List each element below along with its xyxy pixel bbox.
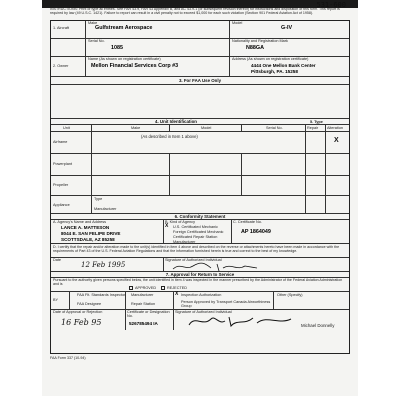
instructions-text: INSTRUCTIONS: Print or type all entries. See FAR 43.9, FAR 43 Appendix B, and AC 43.9-1 (or subsequent revision thereof) for instructions and disposition of this form. This report is required by law (49 U.S.C. 1421). Failure to report can result in a civil penalty not to exceed $1,000 for each such violation (Section 901 Federal Aviation Act of 1958). xyxy=(50,7,340,16)
unit-airframe: Airframe xyxy=(53,140,68,144)
approved-label: APPROVED xyxy=(135,286,157,290)
certificate-value: AP 1864049 xyxy=(241,229,271,235)
option-inspection-authorization: Inspection Authorization xyxy=(181,293,222,297)
unit-powerplant: Powerplant xyxy=(53,162,72,166)
certificate-label: C. Certificate No. xyxy=(233,220,262,224)
by-label: BY xyxy=(53,298,59,302)
appliance-row xyxy=(51,196,349,214)
document-number: 531-600 xyxy=(316,1,346,9)
make-label: Make xyxy=(88,21,98,25)
signature-label: Signature of Authorized Individual xyxy=(165,258,222,262)
model-value: G-IV xyxy=(281,25,293,31)
owner-label: 2. Owner xyxy=(53,64,69,68)
faa-use-title: 3. For FAA Use Only xyxy=(178,78,222,83)
owner-name-value: Mellon Financial Services Corp #3 xyxy=(91,63,179,69)
col-unit: Unit xyxy=(63,126,70,130)
serial-label: Serial No. xyxy=(88,39,105,43)
unit-id-title: 4. Unit Identification xyxy=(155,119,197,124)
approval-cert-value: 526785494 IA xyxy=(129,321,158,326)
airframe-note: (As described in Item 1 above) xyxy=(141,134,198,139)
form-page xyxy=(42,0,358,396)
option-faa-inspector: FAA Flt. Standards Inspector xyxy=(77,293,126,297)
agency-name: LANCE A. MATTESON xyxy=(61,225,110,230)
kind-us-mechanic: U.S. Certificated Mechanic xyxy=(173,225,218,229)
date-label: Date xyxy=(53,258,62,262)
col-alteration: Alteration xyxy=(327,126,344,130)
kind-label: B. Kind of Agency xyxy=(165,220,195,224)
model-label: Model xyxy=(232,21,243,25)
signer-name: Michael Donnelly xyxy=(301,323,335,328)
airframe-row xyxy=(51,132,349,154)
approval-signature-scribble xyxy=(185,313,295,329)
kind-manufacturer: Manufacturer xyxy=(173,240,196,244)
kind-foreign-mechanic: Foreign Certificated Mechanic xyxy=(173,230,224,234)
approval-signature-row xyxy=(51,310,349,330)
approval-date-label: Date of Approval or Rejection xyxy=(53,310,103,314)
approval-signature-label: Signature of Authorized Individual xyxy=(175,310,232,314)
appliance-type: Type xyxy=(94,197,103,201)
option-manufacturer: Manufacturer xyxy=(131,293,154,297)
col-model: Model xyxy=(201,126,212,130)
appliance-manufacturer: Manufacturer xyxy=(94,207,117,211)
agency-row xyxy=(51,220,349,244)
type-title: 5. Type xyxy=(310,120,323,124)
rejected-checkbox[interactable] xyxy=(161,286,165,290)
approval-title: 7. Approval for Return to Service xyxy=(165,272,235,277)
make-value: Gulfstream Aerospace xyxy=(95,25,153,31)
approval-cert-label: Certificate or Designation No. xyxy=(127,310,170,319)
option-repair-station: Repair Station xyxy=(131,302,156,306)
approval-options-row xyxy=(51,292,349,310)
conformity-statement: D. I certify that the repair and/or alteration made to the unit(s) identified in item 4 above and described on the reverse or attachments hereto have been made in accordance with the requirements of Part 43 of the U.S. Federal Aviation Regulations and that the information furnished herein is true and correct to the best of my knowledge. xyxy=(53,245,340,254)
date-value: 12 Feb 1995 xyxy=(81,261,126,269)
owner-name-label: Name (As shown on registration certificate) xyxy=(88,57,161,61)
option-other: Other (Specify) xyxy=(277,293,303,297)
owner-address-line1: 4444 One Mellon Bank Center xyxy=(251,63,316,68)
statement-row xyxy=(51,244,349,258)
owner-address-line2: Pittsburgh, PA. 15258 xyxy=(251,69,298,74)
faa-use-row xyxy=(51,77,349,85)
approved-checkbox[interactable] xyxy=(129,286,133,290)
col-repair: Repair xyxy=(307,126,319,130)
signature-row xyxy=(51,258,349,272)
kind-repair-station: Certificated Repair Station xyxy=(173,235,218,239)
powerplant-row xyxy=(51,154,349,176)
signature-scribble xyxy=(171,262,261,272)
col-serial: Serial No. xyxy=(266,126,283,130)
unit-propeller: Propeller xyxy=(53,183,69,187)
agency-address-line2: SCOTTSDALE, AZ 85258 xyxy=(61,237,115,242)
nationality-value: N88GA xyxy=(246,45,264,51)
approval-text: Pursuant to the authority given persons specified below, the unit identified in item 4 was inspected in the manner prescribed by the Administrator of the Federal Aviation Administration and is xyxy=(53,278,343,287)
serial-row xyxy=(51,39,349,57)
unit-appliance: Appliance xyxy=(53,203,70,207)
option-mark: X xyxy=(175,291,179,297)
alteration-check: X xyxy=(334,137,339,144)
unit-header-row xyxy=(51,125,349,132)
serial-value: 1085 xyxy=(111,45,123,51)
owner-address-label: Address (As shown on registration certificate) xyxy=(232,57,309,61)
form-frame xyxy=(50,20,350,354)
propeller-row xyxy=(51,176,349,196)
agency-address-line1: 8044 E. SAN FELIPE DRIVE xyxy=(61,231,121,236)
option-transport-canada: Person Approved by Transport Canada Airworthiness Group xyxy=(181,300,271,309)
option-faa-designee: FAA Designee xyxy=(77,302,102,306)
aircraft-row xyxy=(51,21,349,39)
faa-use-area xyxy=(51,85,349,119)
approval-date-value: 16 Feb 95 xyxy=(61,318,102,327)
aircraft-label: 1. Aircraft xyxy=(53,26,70,30)
rejected-label: REJECTED xyxy=(167,286,188,290)
agency-label: A. Agency's Name and Address xyxy=(53,220,107,224)
conformity-title: 6. Conformity Statement xyxy=(174,214,226,219)
approval-text-row xyxy=(51,278,349,292)
form-number: FAA Form 337 (10-94) xyxy=(50,356,86,360)
nationality-label: Nationality and Registration Mark xyxy=(232,39,288,43)
kind-mark: X xyxy=(165,223,169,229)
col-make: Make xyxy=(131,126,141,130)
owner-row xyxy=(51,57,349,77)
